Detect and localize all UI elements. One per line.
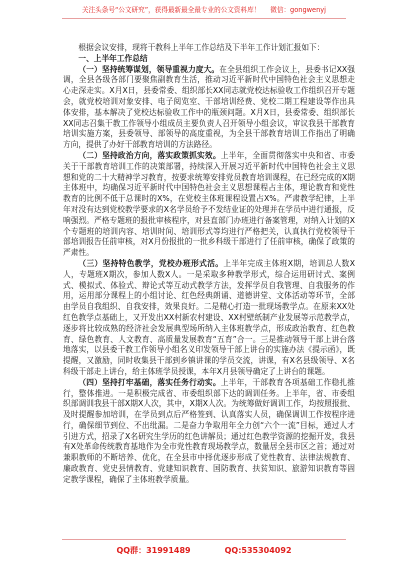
summary-paragraph-3: [63, 259, 355, 378]
footer-divider: [62, 539, 346, 540]
header-divider: [62, 18, 346, 19]
section-heading: 一、上半年工作总结: [78, 53, 148, 63]
summary-paragraph-2: [63, 151, 355, 259]
header-banner: [0, 6, 408, 15]
paragraph-lead: （一）坚持统筹谋划，领导重视力度大。: [78, 64, 220, 74]
paragraph-lead: （四）坚持打牢基础，落实任务行动实。: [78, 377, 221, 387]
footer-qq: QQ:535304092: [224, 546, 292, 555]
banner-promo-text: 关注头条号“公文研究”，获得最新最全最专业的公文资料库！: [81, 6, 261, 14]
paragraph-lead: （三）坚持特色教学，党校办班形式活。: [78, 258, 224, 268]
intro-paragraph: 根据会议安排，现将干教科上半年工作总结及下半年工作计划汇报如下：: [78, 43, 325, 52]
footer-qq-group: QQ群：31991489: [116, 546, 191, 555]
paragraph-body: 上半年完成主体班X期，培训总人数X人，专题班X期次，参加人数X人。一是采取多种教学形式，综合运用研讨式、案例式、模拟式、体验式、辩论式等互动式教学方法，发挥学员自我管理、自我服务的作用，运用部分课程上的小组讨论、红色经典朗诵、道德讲堂、文体活动等环节，全部由学员自我组织、自我安排，效果良好。二是精心打造一批现场教学点。在原来XX处红色教学点基础上，又开发出XX村新农村建设、XX村壁纸制产业发展等示范教学点，逐步将比较成熟的经济社会发展典型场所纳入主体班教学点，形成政治教育、红色教育、绿色教育、人文教育、高质量发展教育“五育”合一。三是推动领导干部上讲台落地落实，以县委干教工作领导小组名义印发领导干部上讲台的实施办法《提示函》，既提醒，又激励，同时收集县干部到乡镇讲课的学员交流，讲课，有X名县级领导、X名科级干部走上讲台，给主体班学员授课，本年X月县领导确定了上讲台的课题。: [63, 258, 355, 376]
paragraph-body: 在全县组织工作会议上，县委书记XX强调，全县各级各部门要聚焦副教育生活，推动习近平新时代中国特色社会主义思想走心走深走实。X月X日，县委常委、组织部长XX同志就党校达标验收工作组织召开专题会，就党校培训对象安排、电子阅览室、干部培训经费、党校二期工程建设等作出具体安排，基本解决了党校达标验收工作中的瓶颈问题。X月X日，县委常委、组织部长XX同志召集干教工作领导小组成员主要负责人召开领导小组会议，审议我县干部教育培训实施方案，县委领导、部领导的高度重视，为全县干部教育培训工作指出了明确方向，提供了办好干部教育培训的方法路径。: [63, 64, 355, 150]
summary-paragraph-4: [63, 378, 355, 486]
summary-paragraph-1: [63, 65, 355, 151]
paragraph-lead: （二）坚持政治方向，落实政策抓实效。: [78, 150, 221, 160]
document-body: [63, 43, 355, 486]
paragraph-body: 上半年，全面贯彻落实中央和省、市委关于干部教育培训工作的决策部署，持续深入开展习近平新时代中国特色社会主义思想和党的二十大精神学习教育，按要求统筹安排党员教育培训课程，在已经完成的X期主体班中，均确保习近平新时代中国特色社会主义思想课程占主体，理论教育和党性教育的比例不低于总课时的X%，在党校主体班课程设置占X%。严肃教学纪律，上半年对没有达到党校教学要求的X名学员给予不发结业证的处理并在学员中进行通报，反响强烈。严格专题班的报批审核程序，对县直部门办班进行备案管理，对纳入计划的X个专题班的培训内容、培训时间、培训形式等均进行严格把关，认真执行党校领导干部培训报告任前审核，对X月份报批的一批乡科级干部进行了任前审核，确保了政策的严肃性。: [63, 150, 355, 258]
footer-contact: [0, 545, 408, 556]
banner-wechat-id: 微信：gongwenyj: [270, 6, 326, 14]
paragraph-body: 上半年，干部教育各项基础工作稳扎推行，整体推进。一是积极完成省、市委组织部下达的调训任务。上半年，省、市委组织部调训我县干部X期X人次，其中，X期X人次。为统筹做好调训工作，均按照报批、及时提醒参加培训，在学员到点后严格签到、认真落实人员，确保调训工作按程序进行，确保细节到位、不出纰漏。二是奋力争取用年全力创“六个一流”目标，通过人才引进方式，招录了X名研究生学历的红色讲解员；通过红色教学资源的挖掘开发，我县有X处革命传统教育基地作为全市党性教育现场教学点，数量居全县市区之首；通过对兼职教师的不断培养、优化，在全县市中择优逐步形成了党性教育、法律法规教育、廉政教育、党史县情教育、党建知识教育、国防教育、扶贫知识、旅游知识教育等固定教学课程，确保了主体班教学质量。: [63, 377, 355, 484]
